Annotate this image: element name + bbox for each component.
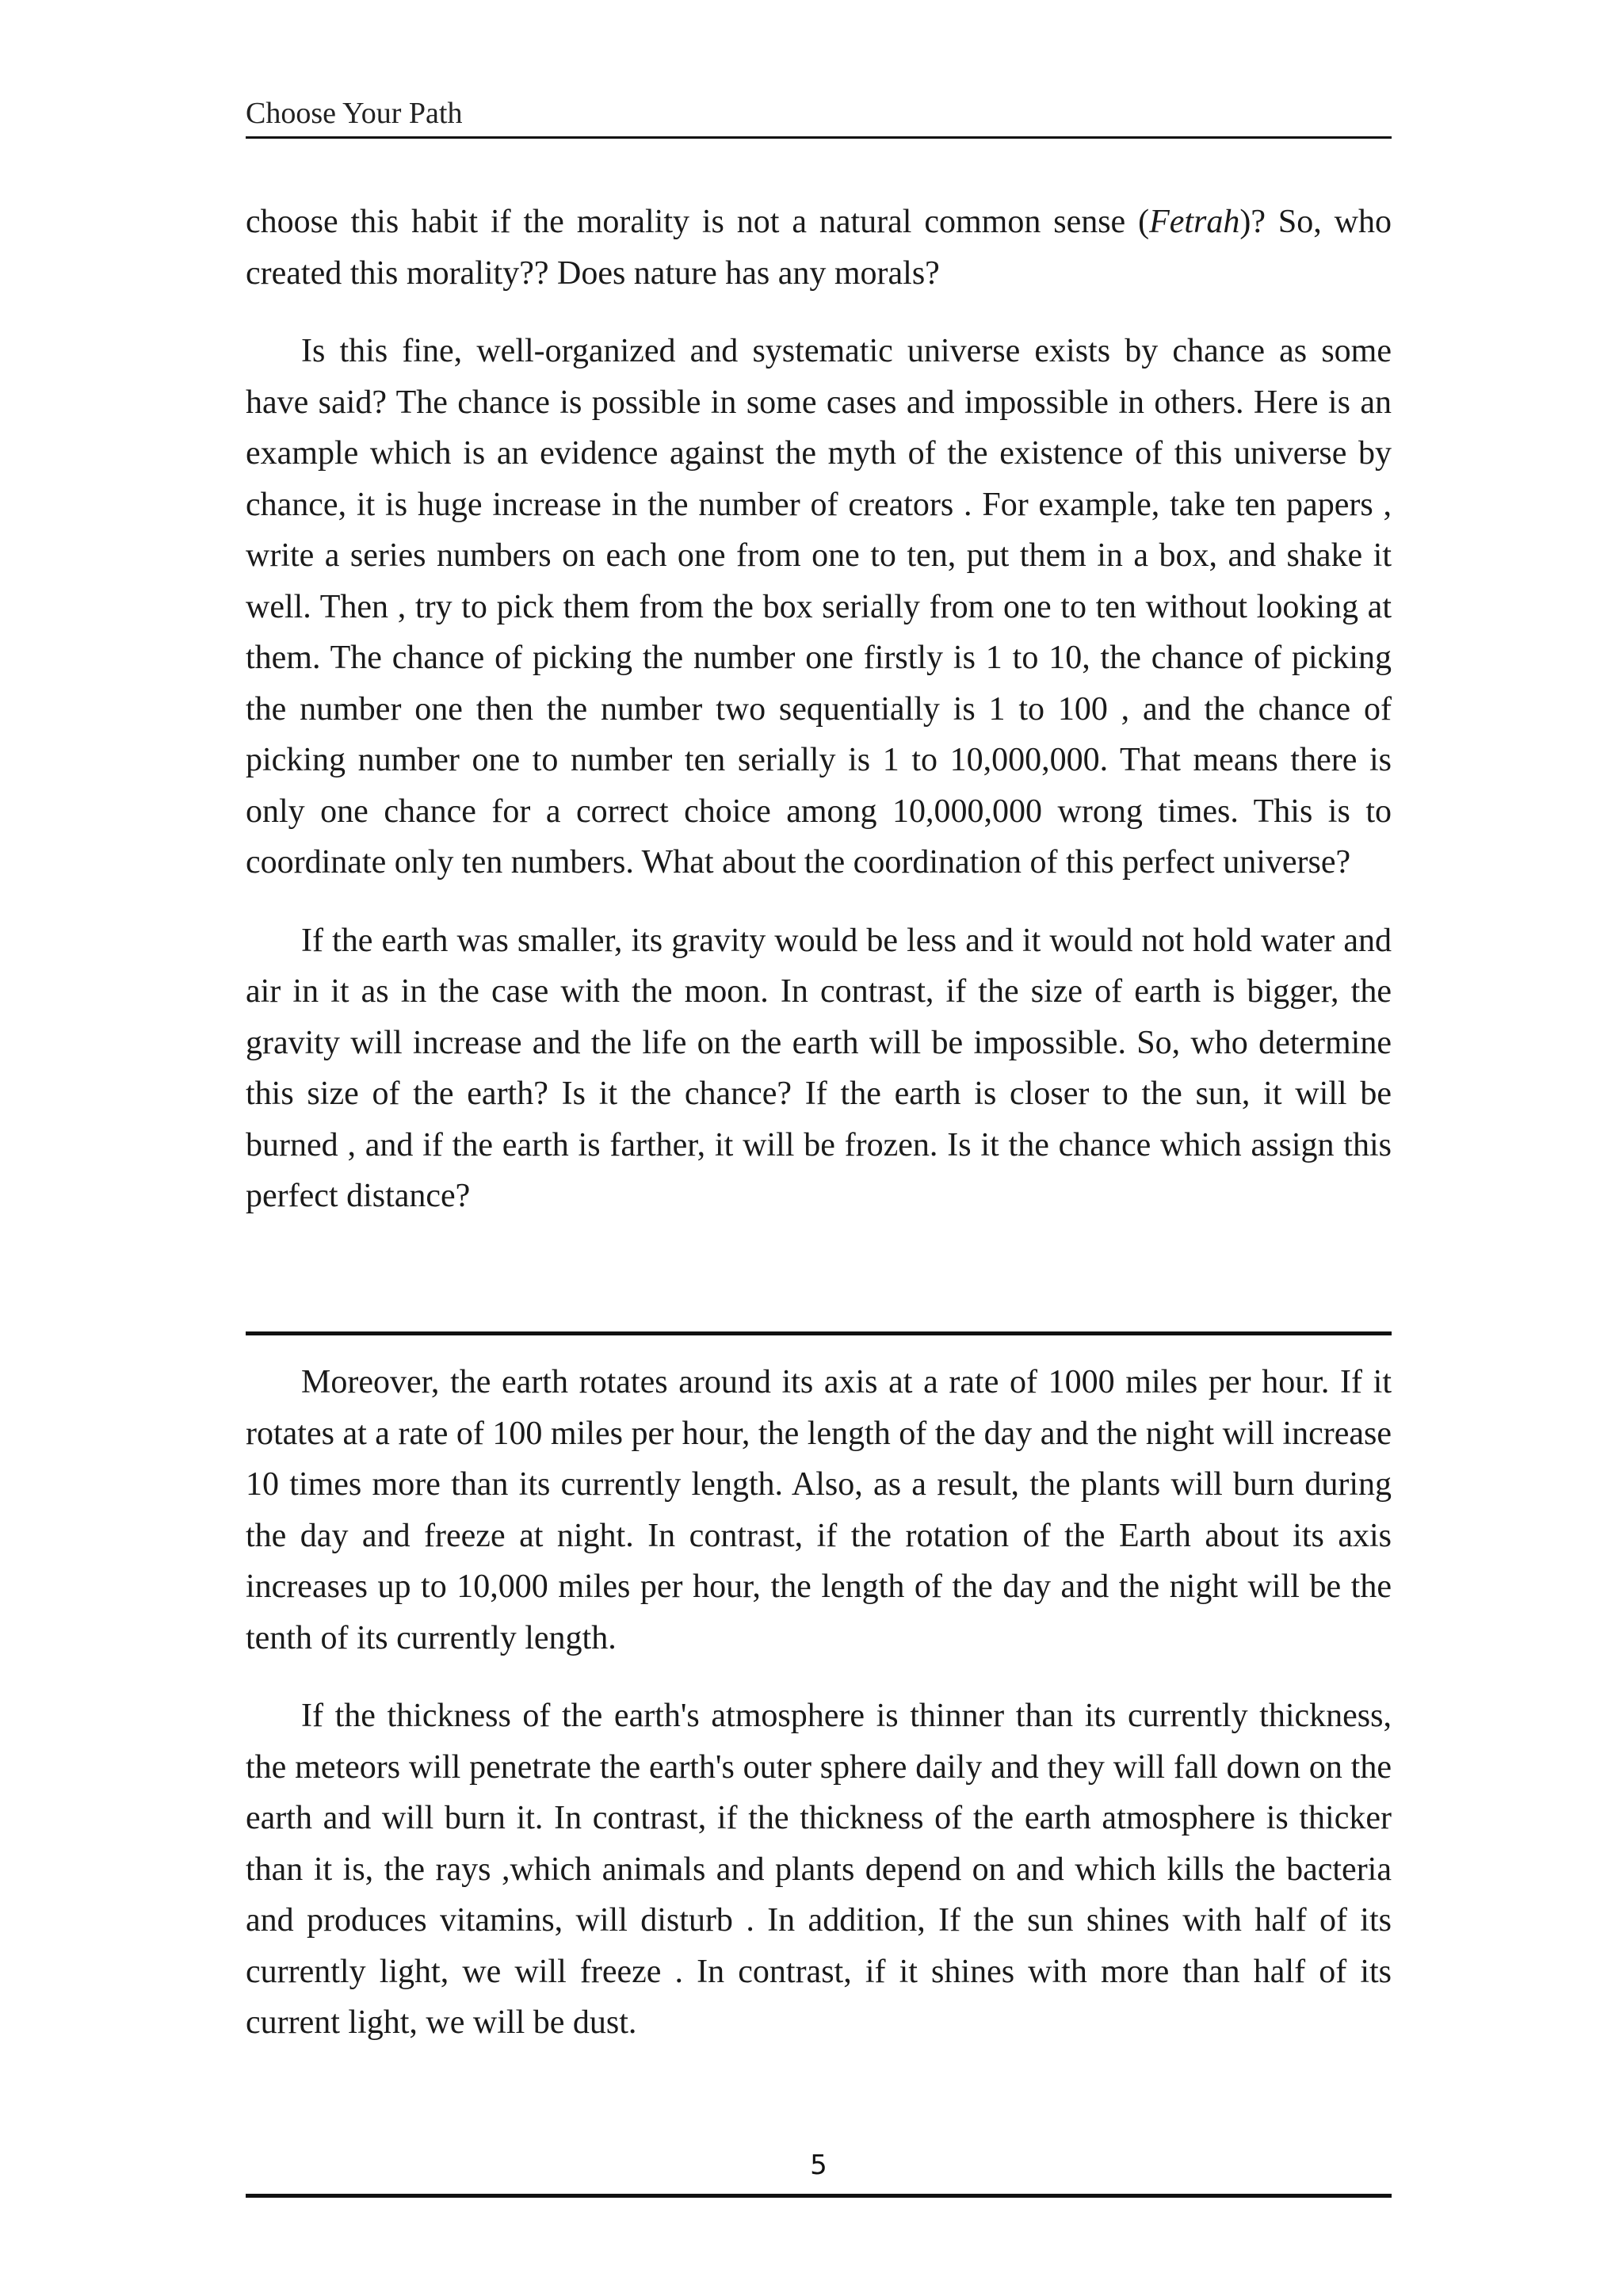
paragraph-morality-tail: )? So, who created this morality?? Does nature has any morals? <box>246 204 1392 292</box>
term-fetrah: Fetrah <box>1149 204 1240 240</box>
paragraph-earth-rotation: Moreover, the earth rotates around its axis at a rate of 1000 miles per hour. If it rotates at a rate of 100 miles per hour, the length of the day and the night will increase 10 times more than its currently length. Also, as a result, the plants will burn during the day and freeze at night. In contrast, if the rotation of the Earth about its axis increases up to 10,000 miles per hour, the length of the day and the night will be the tenth of its currently length. <box>246 1364 1392 1656</box>
paragraph-chance: Is this fine, well-organized and systematic universe exists by chance as some have said? The chance is possible in some cases and impossible in others. Here is an example which is an evidence against the myth of the existence of this universe by chance, it is huge increase in the number of creators . For example, take ten papers , write a series numbers on each one from one to ten, put them in a box, and shake it well. Then , try to pick them from the box serially from one to ten without looking at them. The chance of picking the number one firstly is 1 to 10, the chance of picking the number one then the number two sequentially is 1 to 100 , and the chance of picking number one to number ten serially is 1 to 10,000,000. That means there is only one chance for a correct choice among 10,000,000 wrong times. This is to coordinate only ten numbers. What about the coordination of this perfect universe? <box>246 333 1392 881</box>
running-header-title: Choose Your Path <box>246 97 463 130</box>
text-block-upper <box>246 197 1392 1249</box>
header-rule <box>246 136 1392 139</box>
paragraph-atmosphere: If the thickness of the earth's atmosphere is thinner than its currently thickness, the meteors will penetrate the earth's outer sphere daily and they will fall down on the earth and will burn it. In contrast, if the thickness of the earth atmosphere is thicker than it is, the rays ,which animals and plants depend on and which kills the bacteria and produces vitamins, will disturb . In addition, If the sun shines with half of its currently light, we will freeze . In contrast, if it shines with more than half of its current light, we will be dust. <box>246 1698 1392 2041</box>
paragraph-earth-size: If the earth was smaller, its gravity would be less and it would not hold water and air in it as in the case with the moon. In contrast, if the size of earth is bigger, the gravity will increase and the life on the earth will be impossible. So, who determine this size of the earth? Is it the chance? If the earth is closer to the sun, it will be burned , and if the earth is farther, it will be frozen. Is it the chance which assign this perfect distance? <box>246 922 1392 1214</box>
paragraph-morality <box>246 197 1392 299</box>
page-number: 5 <box>810 2149 827 2181</box>
paragraph-morality-lead: choose this habit if the morality is not a natural common sense ( <box>246 204 1150 240</box>
text-block-lower <box>246 1357 1392 2076</box>
section-divider-rule <box>246 1331 1392 1335</box>
footer-rule <box>246 2194 1392 2198</box>
document-page <box>246 0 1392 2296</box>
